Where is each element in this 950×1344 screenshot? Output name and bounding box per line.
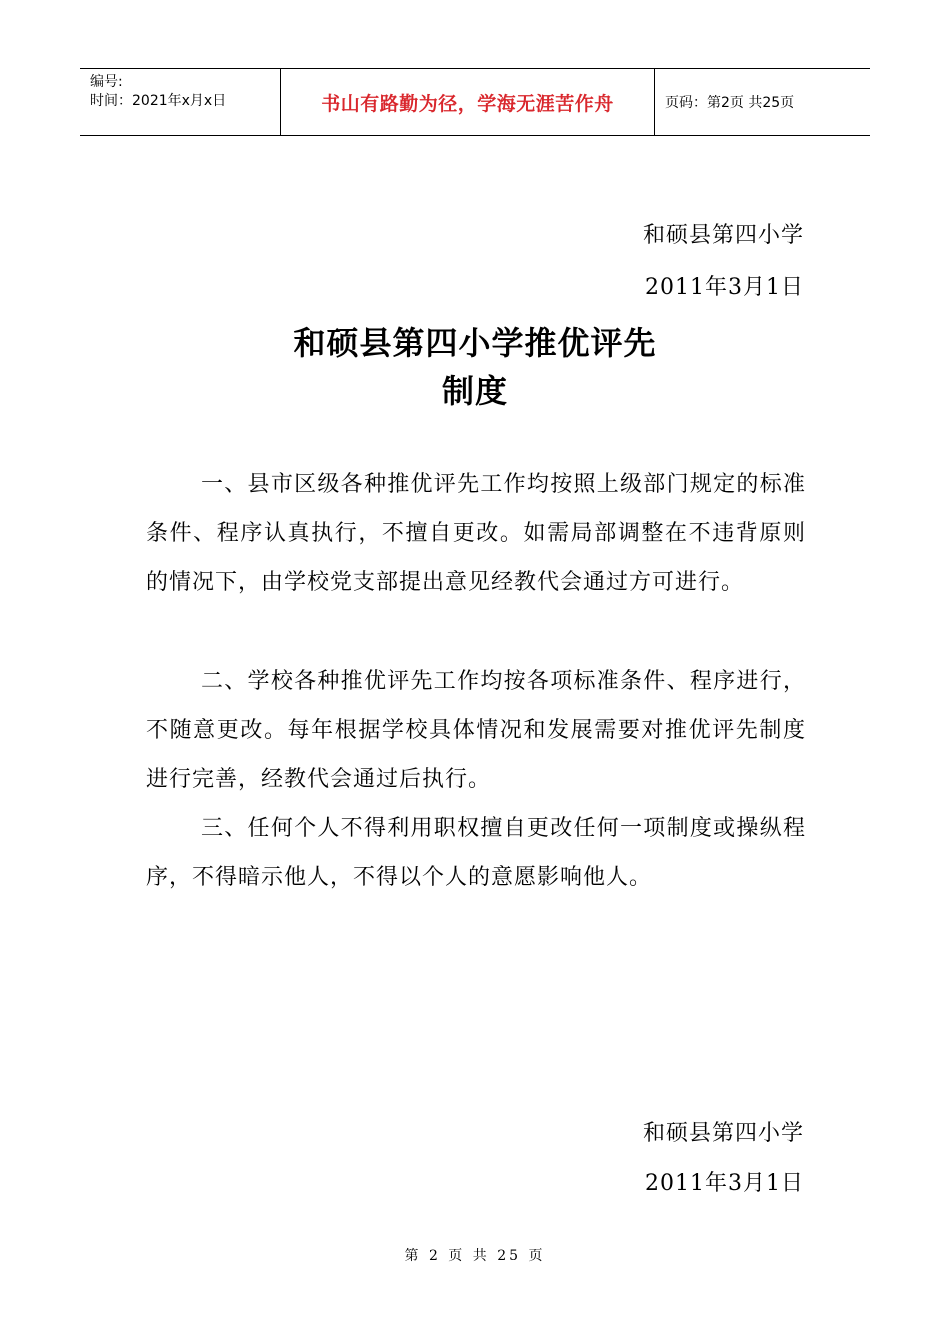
paragraph-1: 一、县市区级各种推优评先工作均按照上级部门规定的标准条件、程序认真执行，不擅自更改。如需局部调整在不违背原则的情况下，由学校党支部提出意见经教代会通过方可进行。: [146, 472, 806, 595]
header-page-info: 页码：第2页 共25页: [665, 95, 795, 111]
header-motto: 书山有路勤为径，学海无涯苦作舟: [281, 69, 655, 135]
header-time-label: 时间：2021年x月x日: [90, 93, 227, 109]
paragraph-3: 三、任何个人不得利用职权擅自更改任何一项制度或操纵程序，不得暗示他人，不得以个人的意愿影响他人。: [146, 816, 806, 890]
header-number-label: 编号:: [90, 74, 123, 90]
document-title-line2: 制度: [441, 372, 508, 410]
page-header: [80, 68, 870, 136]
page-footer: 第 2 页 共 25 页: [404, 1248, 546, 1264]
bottom-signature-org: 和硕县第四小学: [642, 1121, 804, 1146]
top-signature-date: 2011年3月1日: [645, 275, 804, 300]
bottom-signature-date: 2011年3月1日: [645, 1171, 804, 1196]
top-signature-org: 和硕县第四小学: [642, 223, 804, 248]
document-title-line1: 和硕县第四小学推优评先: [293, 324, 657, 362]
paragraph-2: 二、学校各种推优评先工作均按各项标准条件、程序进行，不随意更改。每年根据学校具体情况和发展需要对推优评先制度进行完善，经教代会通过后执行。: [146, 669, 806, 792]
header-meta: [80, 69, 281, 135]
